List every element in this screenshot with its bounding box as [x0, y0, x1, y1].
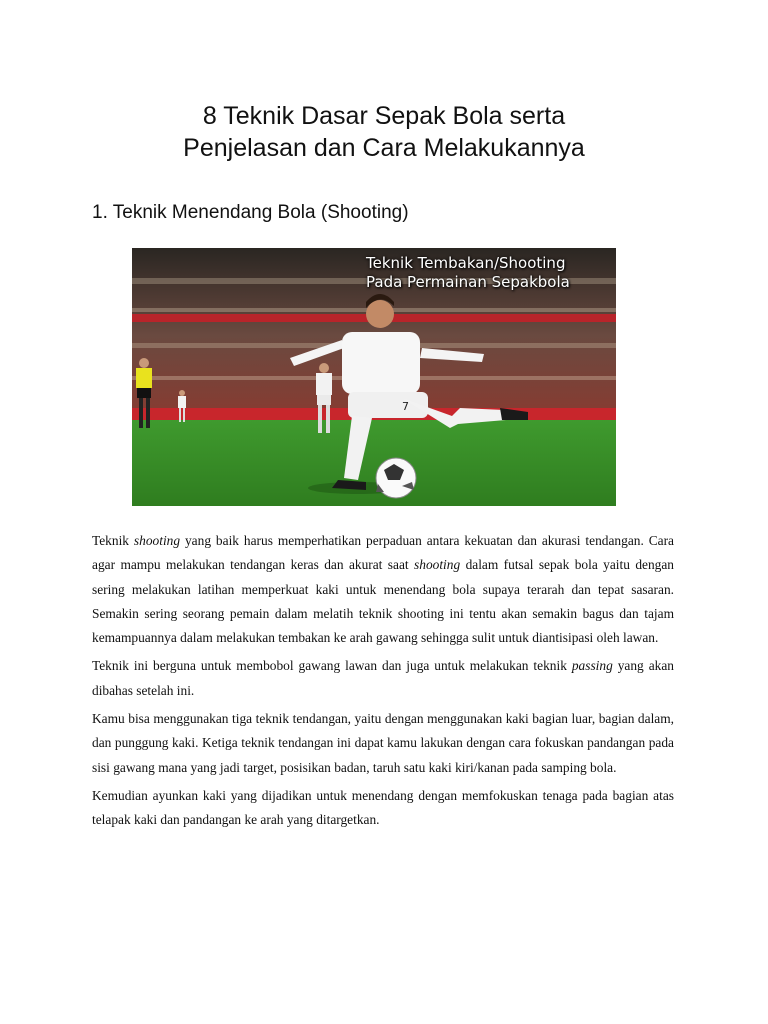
- paragraph-1-text-a: Teknik: [92, 533, 134, 548]
- jersey-number: 7: [402, 400, 409, 413]
- shooting-photo: [132, 248, 616, 506]
- paragraph-2: [92, 654, 674, 703]
- paragraph-1-text-c: dalam futsal sepak bola yaitu dengan sering melakukan latihan memperkuat kaki untuk menendang bola supaya terarah dan tepat sasaran. Semakin sering seorang pemain dalam melatih teknik shooting ini tentu akan semakin bagus dan tajam kemampuannya dalam melakukan tembakan ke arah gawang sehingga sulit untuk diantisipasi oleh lawan.: [92, 557, 675, 646]
- paragraph-1-emphasis-a: shooting: [133, 533, 181, 548]
- photo-caption: [366, 254, 606, 292]
- section-heading: 1. Teknik Menendang Bola (Shooting): [92, 202, 409, 223]
- paragraph-2-text-a: Teknik ini berguna untuk membobol gawang lawan dan juga untuk melakukan teknik: [92, 658, 572, 674]
- photo-caption-line-2: Pada Permainan Sepakbola: [366, 273, 570, 291]
- paragraph-1-emphasis-b: shooting: [414, 557, 461, 573]
- title-line-2: Penjelasan dan Cara Melakukannya: [183, 134, 585, 162]
- title-line-1: 8 Teknik Dasar Sepak Bola serta: [202, 102, 566, 130]
- paragraph-3: Kamu bisa menggunakan tiga teknik tendangan, yaitu dengan menggunakan kaki bagian luar, bagian dalam, dan punggung kaki. Ketiga teknik tendangan ini dapat kamu lakukan dengan cara fokuskan pandangan pada sisi gawang mana yang jadi target, posisikan badan, taruh satu kaki kiri/kanan pada samping bola.: [92, 711, 674, 775]
- paragraph-2-text-b: yang akan dibahas setelah ini.: [92, 658, 674, 698]
- paragraph-2-emphasis: passing: [571, 658, 613, 674]
- body-text: [92, 529, 674, 837]
- paragraph-1: [92, 529, 674, 650]
- photo-caption-line-1: Teknik Tembakan/Shooting: [366, 254, 566, 272]
- page-title: [0, 100, 768, 164]
- football: [376, 458, 416, 498]
- paragraph-4: Kemudian ayunkan kaki yang dijadikan untuk menendang dengan memfokuskan tenaga pada bagian atas telapak kaki dan pandangan ke arah yang ditargetkan.: [92, 787, 674, 828]
- paragraph-1-text-b: yang baik harus memperhatikan perpaduan antara kekuatan dan akurasi tendangan. Cara agar mampu melakukan tendangan keras dan akurat saat: [92, 533, 675, 573]
